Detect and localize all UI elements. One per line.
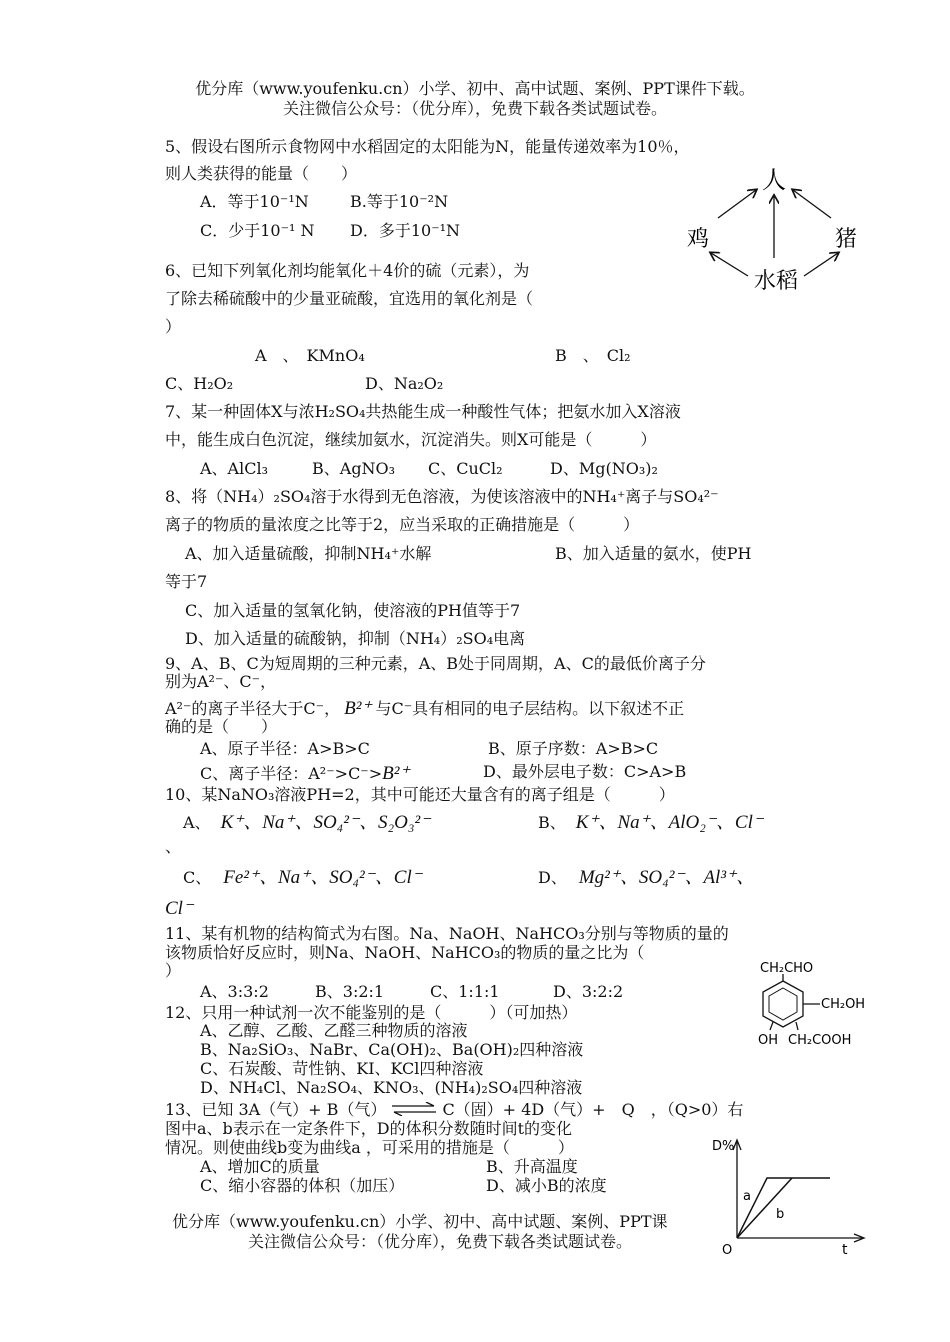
q8-stem-line-1: 8、将（NH₄）₂SO₄溶于水得到无色溶液，为使该溶液中的NH₄⁺离子与SO₄²⁻	[165, 487, 719, 506]
q10-option-b	[538, 812, 763, 834]
header-line-1: 优分库（www.youfenku.cn）小学、初中、高中试题、案例、PPT课件下载。	[195, 79, 755, 98]
q7-option-b: B、AgNO₃	[312, 459, 396, 478]
q5-option-c: C．少于10⁻¹ N	[200, 221, 315, 240]
q12-option-d: D、NH₄Cl、Na₂SO₄、KNO₃、(NH₄)₂SO₄四种溶液	[200, 1078, 583, 1097]
q6-option-d: D、Na₂O₂	[365, 374, 444, 393]
q10-option-c	[183, 867, 422, 889]
food-web-rice: 水稻	[753, 269, 799, 294]
q13-stem-line-1a: 13、已知 3A（气）+ B（气）	[165, 1100, 387, 1119]
concentration-time-graph	[712, 1128, 872, 1258]
q9-option-d: D、最外层电子数：C>A>B	[483, 762, 687, 781]
q10-option-d-ions: Mg²⁺、SO₄²⁻、Al³⁺、	[578, 867, 756, 888]
graph-x-label: t	[842, 1242, 848, 1258]
q6-stem-line-2: 了除去稀硫酸中的少量亚硫酸，宜选用的氧化剂是（	[165, 289, 534, 308]
q13-option-c: C、缩小容器的体积（加压）	[200, 1176, 405, 1195]
q10-option-b-tail: 、	[165, 837, 182, 856]
graph-origin-label: O	[722, 1243, 733, 1258]
q10-stem: 10、某NaNO₃溶液PH=2，其中可能还大量含有的离子组是（ ）	[165, 785, 675, 804]
arrow-pig-to-human	[793, 190, 831, 218]
graph-y-label: D%	[712, 1139, 735, 1154]
structure-bottom-left-group: OH	[758, 1033, 779, 1048]
q12-stem: 12、只用一种试剂一次不能鉴别的是（ ）（可加热）	[165, 1003, 578, 1022]
q12-option-b: B、Na₂SiO₃、NaBr、Ca(OH)₂、Ba(OH)₂四种溶液	[200, 1040, 584, 1059]
q5-stem-line-2: 则人类获得的能量（ ）	[165, 164, 358, 183]
q11-option-d: D、3:2:2	[553, 982, 624, 1001]
q13-option-b: B、升高温度	[486, 1157, 578, 1176]
q10-option-b-label: B、	[538, 813, 566, 832]
q9-stem-line-1: 9、A、B、C为短周期的三种元素，A、B处于同周期，A、C的最低价离子分	[165, 654, 706, 673]
q10-option-a-ions: K⁺、Na⁺、SO₄²⁻、S₂O₃²⁻	[220, 812, 431, 833]
q12-option-c: C、石炭酸、苛性钠、KI、KCl四种溶液	[200, 1059, 484, 1078]
q5-stem-line-1: 5、假设右图所示食物网中水稻固定的太阳能为N，能量传递效率为10％，	[165, 137, 690, 156]
q6-option-a: A 、 KMnO₄	[255, 346, 365, 365]
q13-stem-line-2: 图中a、b表示在一定条件下，D的体积分数随时间t的变化	[165, 1119, 573, 1138]
q5-option-d: D．多于10⁻¹N	[350, 221, 461, 240]
q8-option-b: B、加入适量的氨水，使PH	[555, 544, 752, 563]
q13-option-a: A、增加C的质量	[200, 1157, 320, 1176]
q10-option-c-label: C、	[183, 868, 212, 887]
food-web-pig: 猪	[834, 227, 858, 252]
graph-curve-b-label: b	[776, 1207, 785, 1222]
q5-option-b: B.等于10⁻²N	[350, 192, 449, 211]
q9-option-c-b2plus: B²⁺	[382, 763, 410, 784]
q9-b2plus-symbol: B²⁺	[344, 698, 372, 719]
q7-option-c: C、CuCl₂	[428, 459, 503, 478]
q9-option-c-text: C、离子半径：A²⁻>C⁻>	[200, 764, 383, 783]
structure-bottom-right-group: CH₂COOH	[788, 1033, 852, 1048]
structure-top-group: CH₂CHO	[760, 961, 814, 976]
bond-bottom-right	[796, 1022, 798, 1030]
q10-option-d	[538, 867, 755, 889]
q11-option-a: A、3:3:2	[200, 982, 269, 1001]
arrow-rice-to-pig	[804, 253, 838, 276]
q13-option-d: D、减小B的浓度	[486, 1176, 607, 1195]
q9-option-a: A、原子半径：A>B>C	[200, 739, 370, 758]
q11-option-b: B、3:2:1	[315, 982, 385, 1001]
q10-option-d-label: D、	[538, 868, 567, 887]
q10-option-a-label: A、	[183, 813, 211, 832]
food-web-chicken: 鸡	[686, 227, 710, 252]
q13-stem-line-3: 情况。则使曲线b变为曲线a ，可采用的措施是（ ）	[165, 1138, 574, 1157]
q7-stem-line-1: 7、某一种固体X与浓H₂SO₄共热能生成一种酸性气体；把氨水加入X溶液	[165, 402, 681, 421]
q11-stem-line-3: ）	[165, 961, 182, 980]
footer-line-1: 优分库（www.youfenku.cn）小学、初中、高中试题、案例、PPT课	[172, 1212, 668, 1231]
food-web-diagram	[678, 158, 878, 298]
q7-option-a: A、AlCl₃	[200, 459, 269, 478]
q7-option-d: D、Mg(NO₃)₂	[550, 459, 658, 478]
q9-stem-line-2: 别为A²⁻、C⁻，	[165, 672, 277, 691]
q13-stem-line-1b: C（固）+ 4D（气）+ Q ，（Q>0）右	[442, 1100, 744, 1119]
bond-bottom-left	[770, 1022, 773, 1030]
q8-option-d: D、加入适量的硫酸钠，抑制（NH₄）₂SO₄电离	[185, 629, 526, 648]
q6-option-c: C、H₂O₂	[165, 374, 234, 393]
q10-option-d-tail: Cl⁻	[165, 898, 193, 919]
q5-option-a: A．等于10⁻¹N	[200, 192, 309, 211]
q10-option-a	[183, 812, 430, 834]
q8-option-c: C、加入适量的氢氧化钠，使溶液的PH值等于7	[185, 601, 521, 620]
reversible-arrow-icon	[390, 1102, 438, 1116]
header-line-2: 关注微信公众号：（优分库），免费下载各类试题试卷。	[282, 99, 667, 118]
structure-right-group: CH₂OH	[821, 997, 866, 1012]
q9-option-b: B、原子序数：A>B>C	[488, 739, 659, 758]
q11-option-c: C、1:1:1	[430, 982, 500, 1001]
q9-stem-line-4: 确的是（ ）	[165, 717, 278, 736]
arrow-chicken-to-human	[718, 190, 756, 218]
q10-option-c-ions: Fe²⁺、Na⁺、SO₄²⁻、Cl⁻	[223, 867, 422, 888]
benzene-inner-ring	[769, 988, 797, 1020]
footer-line-2: 关注微信公众号：（优分库），免费下载各类试题试卷。	[248, 1232, 633, 1251]
q9-option-c	[200, 763, 410, 785]
organic-structure-diagram	[738, 958, 888, 1058]
q8-stem-line-2: 离子的物质的量浓度之比等于2，应当采取的正确措施是（ ）	[165, 515, 640, 534]
q6-option-b: B 、 Cl₂	[555, 346, 631, 365]
graph-curve-a-label: a	[743, 1189, 751, 1204]
q7-stem-line-2: 中，能生成白色沉淀，继续加氨水，沉淀消失。则X可能是（ ）	[165, 430, 657, 449]
q8-option-b-cont: 等于7	[165, 572, 208, 591]
q6-stem-line-1: 6、已知下列氧化剂均能氧化＋4价的硫（元素），为	[165, 261, 530, 280]
q6-stem-line-3: ）	[165, 317, 182, 336]
q11-stem-line-1: 11、某有机物的结构简式为右图。Na、NaOH、NaHCO₃分别与等物质的量的	[165, 924, 729, 943]
q13-stem-line-1	[165, 1101, 743, 1119]
arrow-rice-to-chicken	[711, 253, 748, 276]
q10-option-b-ions: K⁺、Na⁺、AlO₂⁻、Cl⁻	[575, 812, 763, 833]
q12-option-a: A、乙醇、乙酸、乙醛三种物质的溶液	[200, 1021, 468, 1040]
q9-stem-line-3b: 与C⁻具有相同的电子层结构。以下叙述不正	[375, 699, 685, 718]
q11-stem-line-2: 该物质恰好反应时，则Na、NaOH、NaHCO₃的物质的量之比为（	[165, 943, 645, 962]
q9-stem-line-3a: A²⁻的离子半径大于C⁻，	[165, 699, 341, 718]
q8-option-a: A、加入适量硫酸，抑制NH₄⁺水解	[185, 544, 432, 563]
food-web-human: 人	[762, 166, 786, 194]
